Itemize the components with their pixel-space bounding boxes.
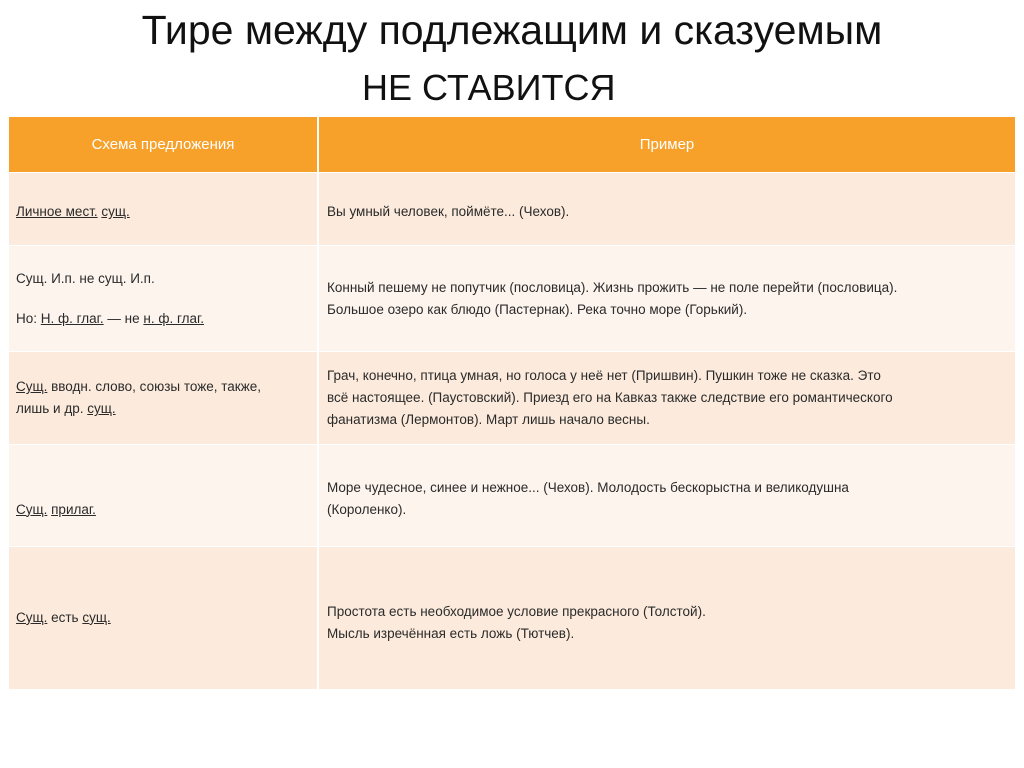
table-header-row — [9, 117, 1015, 173]
example-line: Мысль изречённая есть ложь (Тютчев). — [327, 625, 575, 641]
scheme-term-underlined: н. ф. глаг. — [143, 310, 204, 326]
example-cell — [318, 547, 1015, 689]
example-line: (Короленко). — [327, 501, 407, 517]
example-cell — [318, 445, 1015, 547]
scheme-cell — [9, 352, 318, 445]
scheme-line — [16, 268, 315, 290]
scheme-term-underlined: Н. ф. глаг. — [40, 310, 104, 326]
scheme-term-underlined: Сущ. — [16, 379, 48, 394]
table-row — [9, 352, 1015, 445]
scheme-term-underlined: Сущ. — [16, 609, 48, 625]
scheme-line — [16, 308, 315, 330]
slide-title: Тире между подлежащим и сказуемым — [141, 7, 883, 53]
scheme-text: Но: — [16, 310, 41, 326]
scheme-term-underlined: Сущ. — [16, 501, 48, 517]
example-line: Конный пешему не попутчик (пословица). Жизнь прожить — не поле перейти (пословица). — [327, 279, 898, 295]
example-line: Большое озеро как блюдо (Пастернак). Река точно море (Горький). — [327, 301, 748, 317]
scheme-cell — [9, 547, 318, 689]
scheme-line — [16, 499, 315, 521]
example-line: Море чудесное, синее и нежное... (Чехов). Молодость бескорыстна и великодушна — [327, 479, 849, 495]
scheme-text: — не — [103, 310, 144, 326]
example-line: всё настоящее. (Паустовский). Приезд его на Кавказ также следствие его романтического — [327, 390, 893, 405]
scheme-cell — [9, 445, 318, 547]
example-line: Простота есть необходимое условие прекрасного (Толстой). — [327, 603, 706, 619]
scheme-line — [16, 398, 315, 420]
scheme-text: есть — [47, 609, 83, 625]
scheme-text: Сущ. И.п. не сущ. И.п. — [16, 270, 155, 286]
scheme-term-underlined: сущ. — [87, 401, 116, 416]
table-row — [9, 547, 1015, 689]
example-cell — [318, 246, 1015, 352]
scheme-line — [16, 376, 315, 398]
rules-table — [9, 117, 1015, 689]
scheme-text: вводн. слово, союзы тоже, также, — [47, 379, 262, 394]
example-line: Вы умный человек, поймёте... (Чехов). — [327, 204, 570, 219]
example-cell — [318, 173, 1015, 246]
example-line: фанатизма (Лермонтов). Март лишь начало весны. — [327, 412, 650, 427]
table-row — [9, 445, 1015, 547]
scheme-cell — [9, 246, 318, 352]
example-cell — [318, 352, 1015, 445]
example-line: Грач, конечно, птица умная, но голоса у неё нет (Пришвин). Пушкин тоже не сказка. Это — [327, 368, 881, 383]
slide-subtitle: НЕ СТАВИТСЯ — [362, 67, 616, 108]
scheme-term-underlined: прилаг. — [51, 501, 96, 517]
scheme-cell — [9, 173, 318, 246]
scheme-line — [16, 607, 315, 629]
table-row — [9, 246, 1015, 352]
scheme-line — [16, 201, 315, 223]
table-row — [9, 173, 1015, 246]
scheme-term-underlined: сущ. — [82, 609, 111, 625]
scheme-term-underlined: Личное мест. — [16, 204, 98, 219]
header-scheme: Схема предложения — [9, 117, 318, 173]
scheme-term-underlined: сущ. — [101, 204, 130, 219]
header-example: Пример — [318, 117, 1015, 173]
scheme-text: лишь и др. — [16, 401, 88, 416]
